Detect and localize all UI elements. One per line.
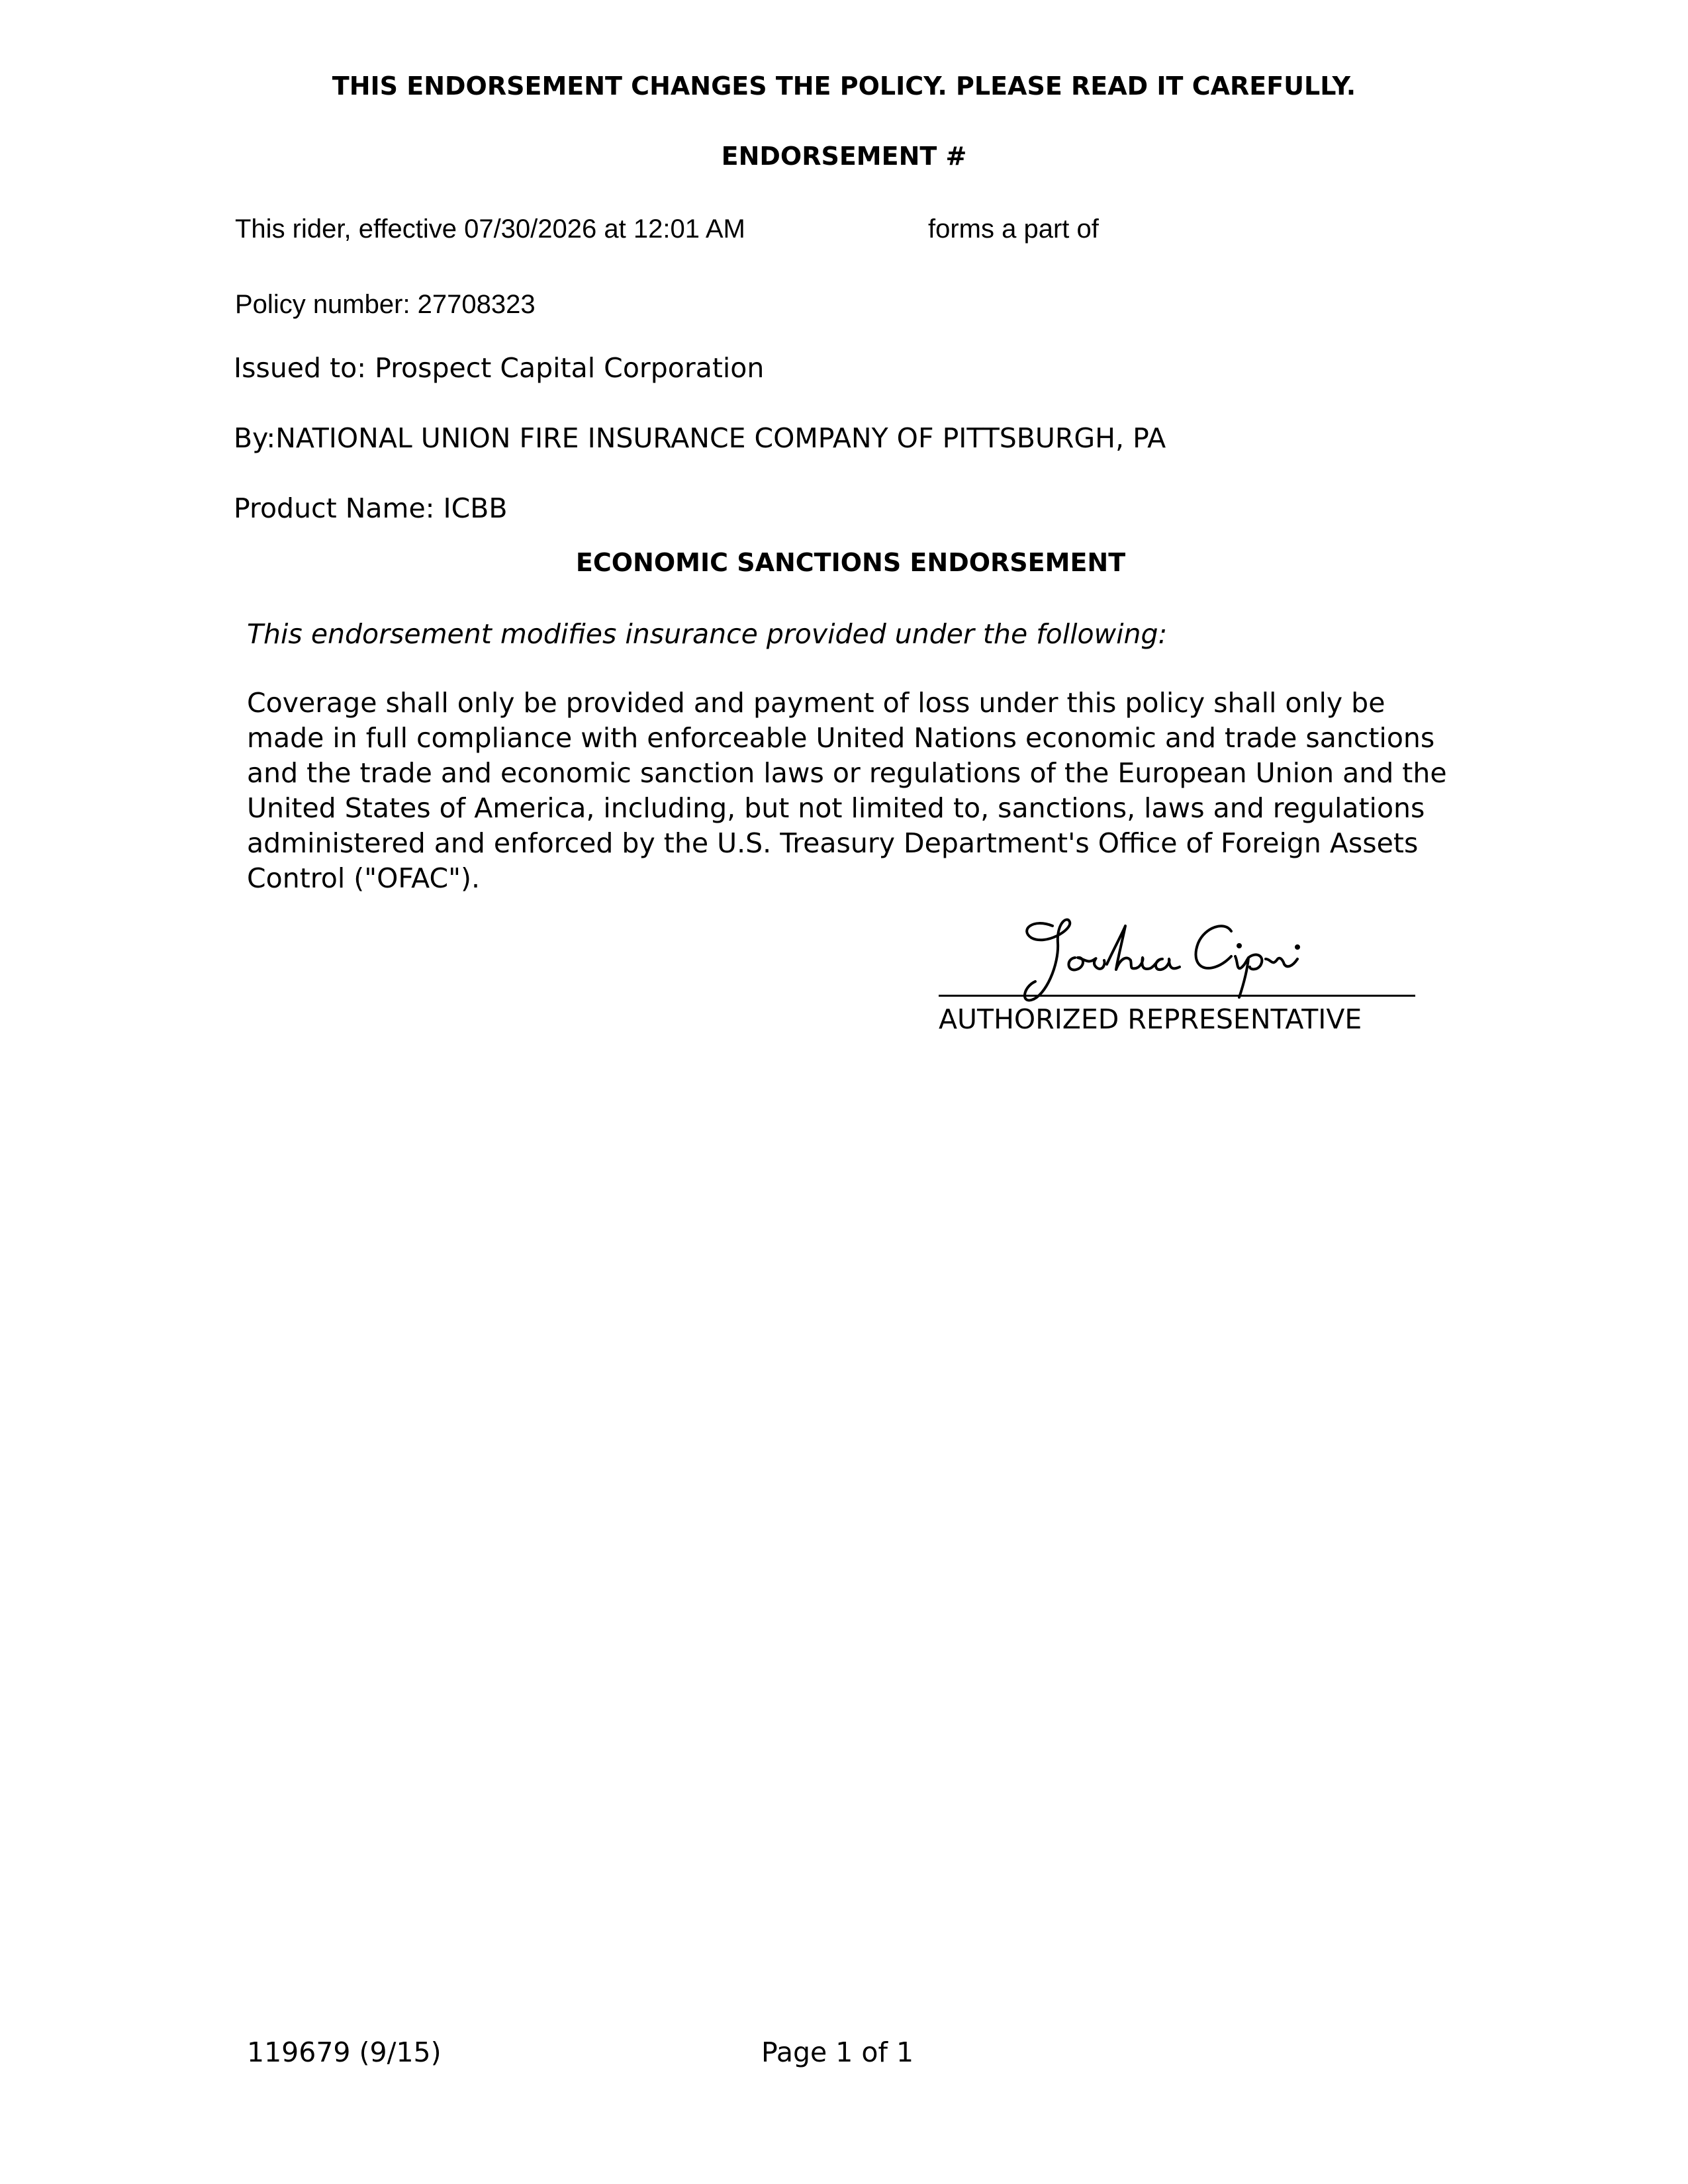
- sanctions-paragraph: Coverage shall only be provided and payment of loss under this policy shall only be made in full compliance with enforceable United Nations economic and trade sanctions and the trade and economic sanction laws or regulations of the European Union and the United States of America, including, but not limited to, sanctions, laws and regulations administered and enforced by the U.S. Treasury Department's Office of Foreign Assets Control ("OFAC").: [247, 687, 1447, 894]
- product-name: Product Name: ICBB: [234, 492, 508, 524]
- signature-line: [939, 995, 1415, 997]
- page-number: Page 1 of 1: [761, 2036, 914, 2068]
- insurer: By:NATIONAL UNION FIRE INSURANCE COMPANY OF PITTSBURGH, PA: [234, 422, 1166, 454]
- issued-to: Issued to: Prospect Capital Corporation: [234, 352, 765, 384]
- form-number: 119679 (9/15): [247, 2036, 442, 2068]
- endorsement-title: ECONOMIC SANCTIONS ENDORSEMENT: [575, 548, 1126, 577]
- notice-heading: THIS ENDORSEMENT CHANGES THE POLICY. PLEASE READ IT CAREFULLY.: [332, 71, 1356, 101]
- modifies-statement: This endorsement modifies insurance provided under the following:: [247, 618, 1168, 650]
- signature: [1006, 903, 1350, 1009]
- signature-label: AUTHORIZED REPRESENTATIVE: [939, 1003, 1362, 1035]
- rider-forms-part: forms a part of: [928, 214, 1099, 244]
- rider-effective: This rider, effective 07/30/2026 at 12:01 AM: [235, 214, 745, 244]
- policy-number: Policy number: 27708323: [235, 290, 536, 319]
- endorsement-number-heading: ENDORSEMENT #: [721, 142, 967, 171]
